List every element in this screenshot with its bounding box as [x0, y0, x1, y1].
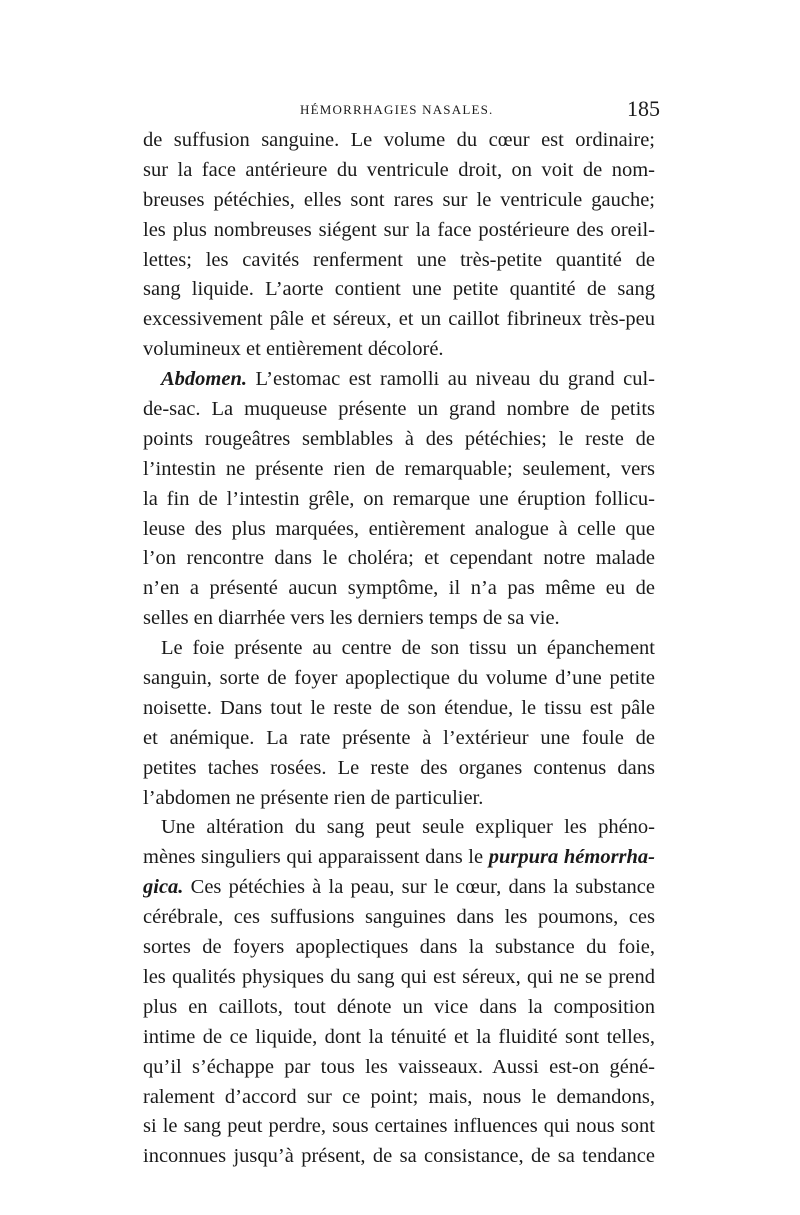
text-line [143, 1053, 655, 1083]
text-line [143, 335, 655, 365]
text-run: excessivement pâle et séreux, et un caillot fibrineux très-peu [143, 308, 655, 331]
text-run: sanguin, sorte de foyer apoplectique du volume d’une petite [143, 667, 655, 690]
text-run: sang liquide. L’aorte contient une petite quantité de sang [143, 278, 655, 301]
text-run: Une altération du sang peut seule expliquer les phéno- [161, 816, 655, 839]
text-line [143, 305, 655, 335]
text-line [143, 544, 655, 574]
text-line [143, 724, 655, 754]
text-run: Le foie présente au centre de son tissu un épanchement [161, 637, 655, 660]
italic-text: Abdomen. [161, 368, 247, 391]
text-line [143, 963, 655, 993]
text-run: les qualités physiques du sang qui est séreux, qui ne se prend [143, 965, 655, 988]
running-head-title: HÉMORRHAGIES NASALES. [300, 102, 494, 117]
text-run: n’en a présenté aucun symptôme, il n’a pas même eu de [143, 577, 655, 600]
text-run: sur la face antérieure du ventricule droit, on voit de nom- [143, 158, 655, 181]
text-line [143, 515, 655, 545]
text-line [143, 933, 655, 963]
text-line [143, 455, 655, 485]
text-run: selles en diarrhée vers les derniers temps de sa vie. [143, 607, 560, 630]
text-run: volumineux et entièrement décoloré. [143, 338, 444, 361]
text-line [143, 843, 655, 873]
running-head [140, 96, 660, 124]
text-run: si le sang peut perdre, sous certaines influences qui nous sont [143, 1115, 655, 1138]
text-line [143, 156, 655, 186]
text-line [143, 126, 655, 156]
text-run: L’estomac est ramolli au niveau du grand cul- [247, 368, 655, 391]
text-run: la fin de l’intestin grêle, on remarque une éruption follicu- [143, 487, 655, 510]
text-line [143, 813, 655, 843]
text-run: cérébrale, ces suffusions sanguines dans les poumons, ces [143, 906, 655, 929]
text-line [143, 1083, 655, 1113]
text-line [143, 784, 655, 814]
text-run: mènes singuliers qui apparaissent dans le [143, 846, 489, 869]
text-run: ralement d’accord sur ce point; mais, nous le demandons, [143, 1085, 655, 1108]
text-line [143, 903, 655, 933]
body-text [143, 126, 655, 1172]
text-run: plus en caillots, tout dénote un vice dans la composition [143, 995, 655, 1018]
text-run: noisette. Dans tout le reste de son étendue, le tissu est pâle [143, 696, 655, 719]
text-line [143, 993, 655, 1023]
text-line [143, 634, 655, 664]
text-line [143, 275, 655, 305]
text-line [143, 425, 655, 455]
text-line [143, 246, 655, 276]
text-run: inconnues jusqu’à présent, de sa consistance, de sa tendance [143, 1145, 655, 1168]
text-run: l’on rencontre dans le choléra; et cependant notre malade [143, 547, 655, 570]
italic-text: purpura hémorrha- [488, 846, 655, 869]
text-line [143, 873, 655, 903]
text-line [143, 485, 655, 515]
text-line [143, 574, 655, 604]
text-run: les plus nombreuses siégent sur la face postérieure des oreil- [143, 218, 655, 241]
text-run: l’abdomen ne présente rien de particulier. [143, 786, 484, 809]
page-number: 185 [627, 96, 660, 121]
text-run: de-sac. La muqueuse présente un grand nombre de petits [143, 398, 655, 421]
text-line [143, 365, 655, 395]
text-run: points rougeâtres semblables à des pétéchies; le reste de [143, 427, 655, 450]
text-line [143, 664, 655, 694]
text-run: leuse des plus marquées, entièrement analogue à celle que [143, 517, 655, 540]
text-run: lettes; les cavités renferment une très-petite quantité de [143, 248, 655, 271]
text-line [143, 694, 655, 724]
text-run: intime de ce liquide, dont la ténuité et la fluidité sont telles, [143, 1025, 655, 1048]
text-run: qu’il s’échappe par tous les vaisseaux. Aussi est-on géné- [143, 1055, 655, 1078]
text-line [143, 216, 655, 246]
text-line [143, 754, 655, 784]
text-line [143, 395, 655, 425]
italic-text: gica. [143, 876, 184, 899]
text-run: breuses pétéchies, elles sont rares sur le ventricule gauche; [143, 188, 655, 211]
text-line [143, 604, 655, 634]
text-run: l’intestin ne présente rien de remarquable; seulement, vers [143, 457, 655, 480]
text-line [143, 1142, 655, 1172]
text-run: et anémique. La rate présente à l’extérieur une foule de [143, 726, 655, 749]
text-line [143, 1023, 655, 1053]
text-run: de suffusion sanguine. Le volume du cœur est ordinaire; [143, 129, 655, 151]
text-run: Ces pétéchies à la peau, sur le cœur, dans la substance [183, 876, 655, 899]
text-run: sortes de foyers apoplectiques dans la substance du foie, [143, 936, 655, 959]
text-line [143, 186, 655, 216]
text-run: petites taches rosées. Le reste des organes contenus dans [143, 756, 655, 779]
text-line [143, 1112, 655, 1142]
